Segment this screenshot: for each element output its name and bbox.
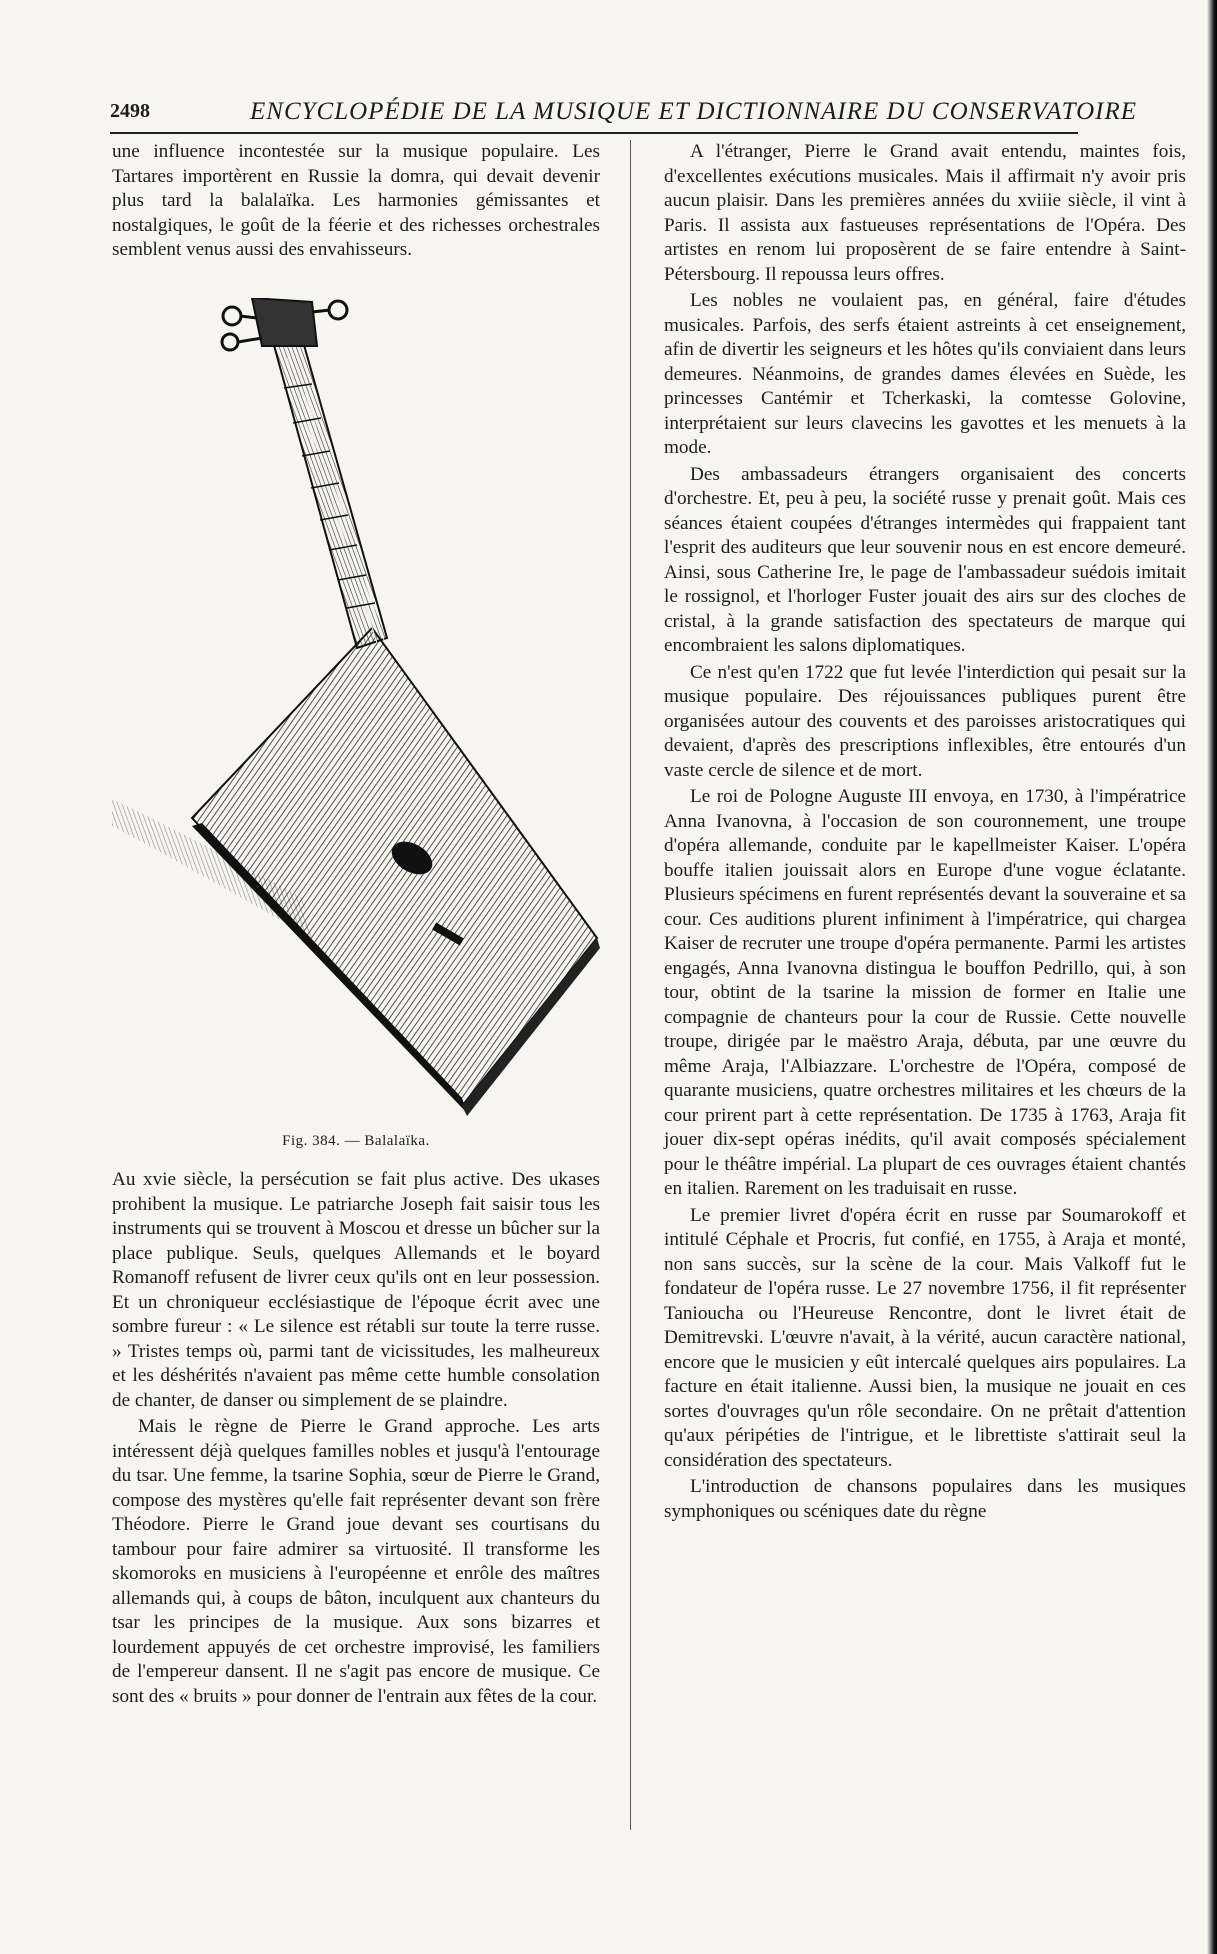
column-divider	[630, 140, 631, 1830]
running-title: ENCYCLOPÉDIE DE LA MUSIQUE ET DICTIONNAIRE DU CONSERVATOIRE	[250, 98, 1138, 125]
paragraph: L'introduction de chansons populaires dans les musiques symphoniques ou scéniques date du règne	[664, 1476, 1186, 1522]
paragraph: Mais le règne de Pierre le Grand approche. Les arts intéressent déjà quelques familles nobles et jusqu'à l'entourage du tsar. Une femme, la tsarine Sophia, sœur de Pierre le Grand, compose des mystères qu'elle fait représenter devant son frère Théodore. Pierre le Grand joue devant ses courtisans du tambour pour faire admirer sa virtuosité. Il transforme les skomoroks en musiciens à l'européenne et enrôle des maîtres allemands qui, à coups de bâton, inculquent aux chanteurs du tsar les principes de la musique. Aux sons bizarres et lourdement appuyés de cet orchestre improvisé, les familiers de l'empereur dansent. Il ne s'agit pas encore de musique. Ce sont des « bruits » pour donner de l'entrain aux fêtes de la cour.	[112, 1416, 600, 1707]
paragraph: A l'étranger, Pierre le Grand avait entendu, maintes fois, d'excellentes exécutions musicales. Mais il affirmait n'y avoir pris aucun plaisir. Dans les premières années du xviiie siècle, il vint à Paris. Il assista aux fastueuses représentations de l'Opéra. Des artistes en renom lui proposèrent de se faire entendre à Saint-Pétersbourg. Il repoussa leurs offres.	[664, 141, 1186, 285]
paragraph: une influence incontestée sur la musique populaire. Les Tartares importèrent en Russie la domra, qui devait devenir plus tard la balalaïka. Les harmonies gémissantes et nostalgiques, le goût de la féerie et des richesses orchestrales semblent venus aussi des envahisseurs.	[112, 141, 600, 260]
paragraph: Les nobles ne voulaient pas, en général, faire d'études musicales. Parfois, des serfs étaient astreints à cet enseignement, afin de divertir les seigneurs et les hôtes qu'ils conviaient dans leurs demeures. Néanmoins, de grandes dames élevées en Suède, les princesses Cantémir et Tcherkaski, la comtesse Golovine, interprétaient sur leurs clavecins les gavottes et les menuets à la mode.	[664, 290, 1186, 458]
left-column	[112, 140, 600, 263]
page-edge-shadow	[1207, 0, 1217, 1954]
left-column-lower	[112, 1168, 600, 1709]
paragraph: Des ambassadeurs étrangers organisaient des concerts d'orchestre. Et, peu à peu, la société russe y prenait goût. Mais ces séances étaient coupées d'étranges intermèdes qui frappaient tant l'esprit des auditeurs que leur souvenir nous en est encore demeuré. Ainsi, sous Catherine Ire, le page de l'ambassadeur suédois imitait le rossignol, et l'horloger Fuster jouait des airs sur des cloches de cristal, à la grande satisfaction des spectateurs de marque qui encombraient les salons diplomatiques.	[664, 463, 1186, 656]
paragraph: Le premier livret d'opéra écrit en russe par Soumarokoff et intitulé Céphale et Procris, fut confié, en 1755, à Araja et monté, non sans succès, sur la scène de la cour. Mais Valkoff fut le fondateur de l'opéra russe. Le 27 novembre 1756, il fit représenter Tanioucha ou l'Heureuse Rencontre, dont le livret était de Demitrevski. L'œuvre n'avait, à la vérité, aucun caractère national, encore que le musicien y eût intercalé quelques airs populaires. La facture en était italienne. Aussi bien, la musique ne jouait en ces sortes d'ouvrages qu'un rôle secondaire. On ne prêtait d'attention qu'aux péripéties de l'intrigue, et le librettiste s'attirait seul la considération des spectateurs.	[664, 1204, 1186, 1471]
paragraph: Au xvie siècle, la persécution se fait plus active. Des ukases prohibent la musique. Le patriarche Joseph fait saisir tous les instruments qui se trouvent à Moscou et dresse un bûcher sur la place publique. Seuls, quelques Allemands et le boyard Romanoff refusent de livrer ceux qu'ils ont en leur possession. Et un chroniqueur ecclésiastique de l'époque écrit avec une sombre fureur : « Le silence est rétabli sur toute la terre russe. » Tristes temps où, parmi tant de vicissitudes, les malheureux et les déshérités n'avaient pas même cette humble consolation de chanter, de danser ou simplement de se plaindre.	[112, 1169, 600, 1411]
page-header	[110, 98, 1138, 134]
balalaika-illustration	[112, 298, 600, 1128]
right-column	[664, 140, 1186, 1524]
paragraph: Ce n'est qu'en 1722 que fut levée l'interdiction qui pesait sur la musique populaire. Des réjouissances publiques purent être organisées autour des couvents et des paroisses aristocratiques qui devaient, d'après des prescriptions inflexibles, être entourés d'un vaste cercle de silence et de mort.	[664, 661, 1186, 781]
paragraph: Le roi de Pologne Auguste III envoya, en 1730, à l'impératrice Anna Ivanovna, à l'occasion de son couronnement, une troupe d'opéra allemande, conduite par le kapellmeister Kaiser. L'opéra bouffe italien jouissait alors en Europe d'une vogue éclatante. Plusieurs spécimens en furent représentés devant la souveraine et sa cour. Ces auditions plurent infiniment à l'impératrice, qui chargea Kaiser de recruter une troupe d'opéra permanente. Parmi les artistes engagés, Anna Ivanovna distingua le bouffon Pedrillo, qui, à son tour, obtint de la tsarine la mission de former en Italie une compagnie de chanteurs pour la cour de Russie. Cette nouvelle troupe, dirigée par le maëstro Araja, débuta, par une œuvre du même Araja, l'Albiazzare. L'orchestre de l'Opéra, composé de quarante musiciens, quatre orchestres militaires et les chœurs de la cour prirent part à cette représentation. De 1735 à 1763, Araja fit jouer dix-sept opéras inédits, qu'il avait composés spécialement pour le théâtre impérial. La plupart de ces ouvrages étaient chantés en italien. Rarement on les traduisait en russe.	[664, 786, 1186, 1199]
figure-caption: Fig. 384. — Balalaïka.	[282, 1133, 430, 1149]
page-number: 2498	[110, 100, 150, 122]
balalaika-figure	[112, 298, 600, 1149]
